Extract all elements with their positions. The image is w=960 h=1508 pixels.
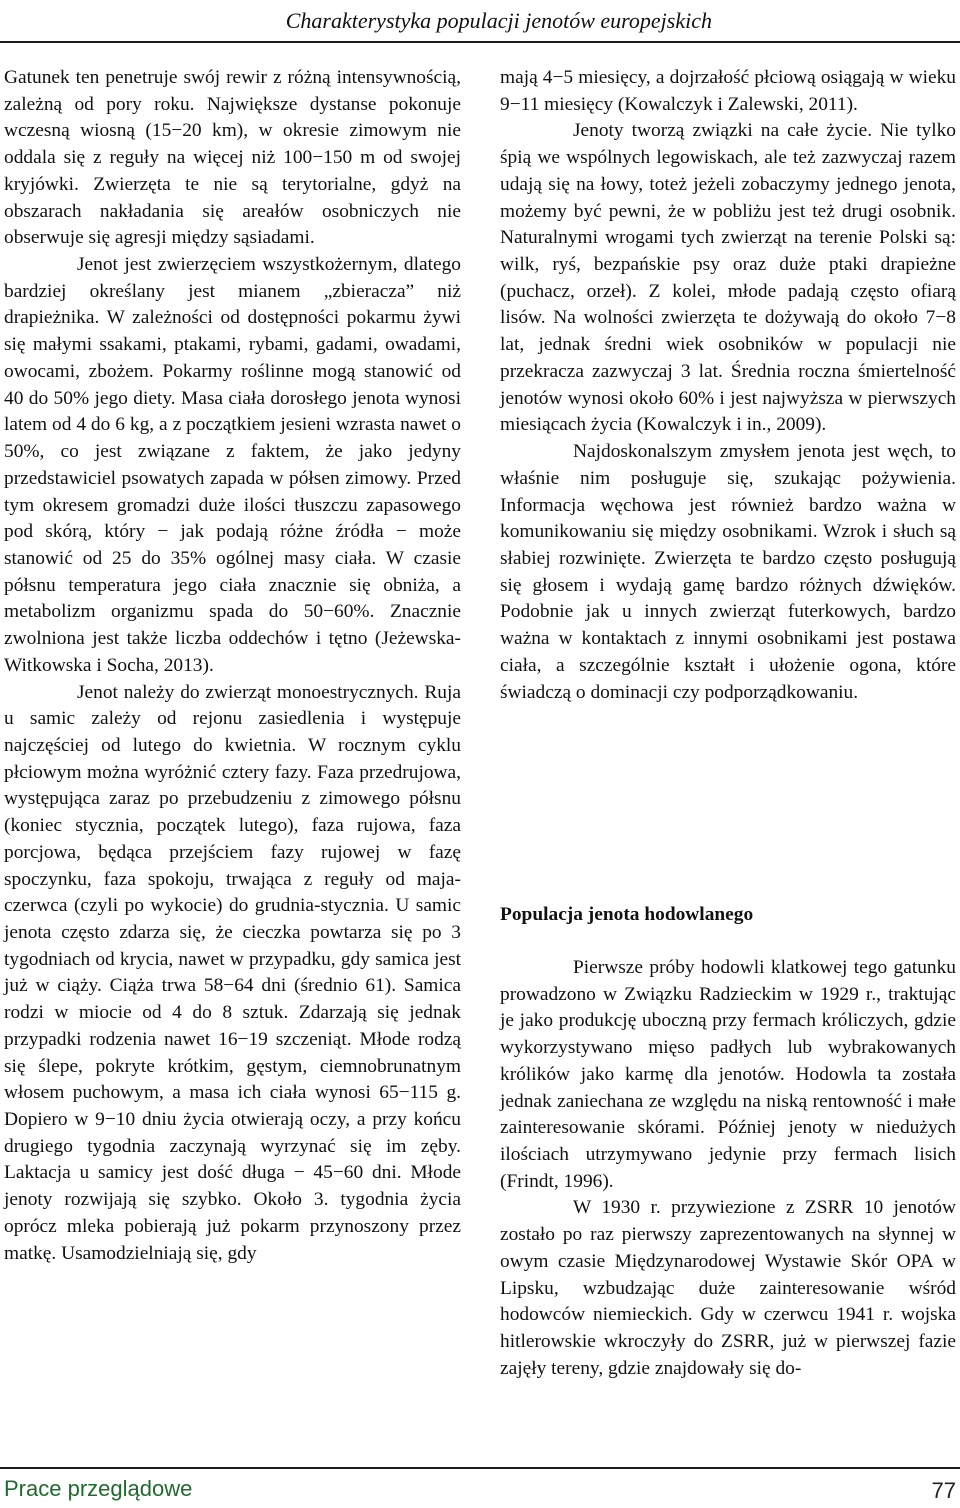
paragraph: Jenot jest zwierzęciem wszystkożernym, dlatego bardziej określany jest mianem „zbieracza” niż drapieżnika. W zależności od dostępności pokarmu żywi się małymi ssakami, ptakami, rybami, gadami, owadami, owocami, zbożem. Pokarmy roślinne mogą stanowić od 40 do 50% jego diety. Masa ciała dorosłego jenota wynosi latem od 4 do 6 kg, a z początkiem jesieni wzrasta nawet o 50%, co jest związane z faktem, że jako jedyny przedstawiciel psowatych zapada w półsen zimowy. Przed tym okresem gromadzi duże ilości tłuszczu zapasowego pod skórą, który − jak podają różne źródła − może stanowić od 25 do 35% ogólnej masy ciała. W czasie półsnu temperatura jego ciała znacznie się obniża, a metabolizm organizmu spada do 50−60%. Znacznie zwolniona jest także liczba oddechów i tętno (Jeżewska-Witkowska i Socha, 2013). [4,254,461,676]
right-column-section-body [500,955,956,1383]
paragraph: Gatunek ten penetruje swój rewir z różną intensywnością, zależną od pory roku. Największe dystanse pokonuje wczesną wiosną (15−20 km), w okresie zimowym nie oddala się z reguły na więcej niż 100−150 m od swojej kryjówki. Zwierzęta te nie są terytorialne, gdyż na obszarach nakładania się areałów osobniczych nie obserwuje się agresji między sąsiadami. [4,67,461,249]
section-heading: Populacja jenota hodowlanego [500,904,754,925]
page-number: 77 [931,1478,956,1503]
left-column [4,65,461,1267]
paragraph: mają 4−5 miesięcy, a dojrzałość płciową osiągają w wieku 9−11 miesięcy (Kowalczyk i Zalewski, 2011). [500,67,956,115]
paragraph: Jenoty tworzą związki na całe życie. Nie tylko śpią we wspólnych legowiskach, ale też zazwyczaj razem udają się na łowy, toteż jeżeli zobaczymy jednego jenota, możemy być pewni, że w pobliżu jest też drugi osobnik. Naturalnymi wrogami tych zwierząt na terenie Polski są: wilk, ryś, bezpańskie psy oraz duże ptaki drapieżne (puchacz, orzeł). Z kolei, młode padają często ofiarą lisów. Na wolności zwierzęta te dożywają do około 7−8 lat, jednak średni wiek osobników w populacji nie przekracza zazwyczaj 3 lat. Średnia roczna śmiertelność jenotów wynosi około 60% i jest najwyższa w pierwszych miesiącach życia (Kowalczyk i in., 2009). [500,120,956,436]
footer-section-label: Prace przeglądowe [4,1476,193,1501]
paragraph: Jenot należy do zwierząt monoestrycznych. Ruja u samic zależy od rejonu zasiedlenia i występuje najczęściej od lutego do kwietnia. W rocznym cyklu płciowym można wyróżnić cztery fazy. Faza przedrujowa, występująca zaraz po przebudzeniu z zimowego półsnu (koniec stycznia, początek lutego), faza rujowa, faza porcjowa, będąca przejściem fazy rujowej w fazę spoczynku, faza spokoju, trwająca z reguły od maja-czerwca (czyli po wykocie) do grudnia-stycznia. U samic jenota często zdarza się, że cieczka powtarza się po 3 tygodniach od krycia, nawet w przypadku, gdy samica jest już w ciąży. Ciąża trwa 58−64 dni (średnio 61). Samica rodzi w miocie od 4 do 8 sztuk. Zdarzają się jednak przypadki rodzenia nawet 16−19 szczeniąt. Młode rodzą się ślepe, pokryte krótkim, gęstym, ciemnobrunatnym włosem puchowym, a masa ich ciała wynosi 65−115 g. Dopiero w 9−10 dniu życia otwierają oczy, a przy końcu drugiego tygodnia zaczynają wyrzynać się im zęby. Laktacja u samicy jest dość długa − 45−60 dni. Młode jenoty rozwijają się szybko. Około 3. tygodnia życia oprócz mleka pobierają już pokarm przynoszony przez matkę. Usamodzielniają się, gdy [4,681,461,1264]
paragraph: Pierwsze próby hodowli klatkowej tego gatunku prowadzono w Związku Radzieckim w 1929 r., traktując je jako produkcję uboczną przy fermach króliczych, gdzie wykorzystywano mięso padłych lub wybrakowanych królików jako karmę dla jenotów. Hodowla ta została jednak zaniechana ze względu na niską rentowność i małe zainteresowanie skórami. Później jenoty w niedużych ilościach utrzymywano jedynie przy fermach lisich (Frindt, 1996). [500,957,956,1192]
paragraph: Najdoskonalszym zmysłem jenota jest węch, to właśnie nim posługuje się, szukając pożywienia. Informacja węchowa jest również bardzo ważna w komunikowaniu się między osobnikami. Wzrok i słuch są słabiej rozwinięte. Zwierzęta te bardzo często posługują się głosem i wydają gamę bardzo różnych dźwięków. Podobnie jak u innych zwierząt futerkowych, bardzo ważna w kontaktach z innymi osobnikami jest postawa ciała, a szczególnie kształt i ułożenie ogona, które świadczą o dominacji czy podporządkowaniu. [500,441,956,703]
running-header-title: Charakterystyka populacji jenotów europejskich [285,8,712,33]
footer-divider [0,1467,960,1469]
paragraph: W 1930 r. przywiezione z ZSRR 10 jenotów zostało po raz pierwszy zaprezentowanych na słynnej w owym czasie Międzynarodowej Wystawie Skór OPA w Lipsku, wzbudzając duże zainteresowanie wśród hodowców niemieckich. Gdy w czerwcu 1941 r. wojska hitlerowskie wkroczyły do ZSRR, już w pierwszej fazie zajęły tereny, gdzie znajdowały się do- [500,1197,956,1379]
header-divider [0,41,960,43]
right-column [500,65,956,706]
